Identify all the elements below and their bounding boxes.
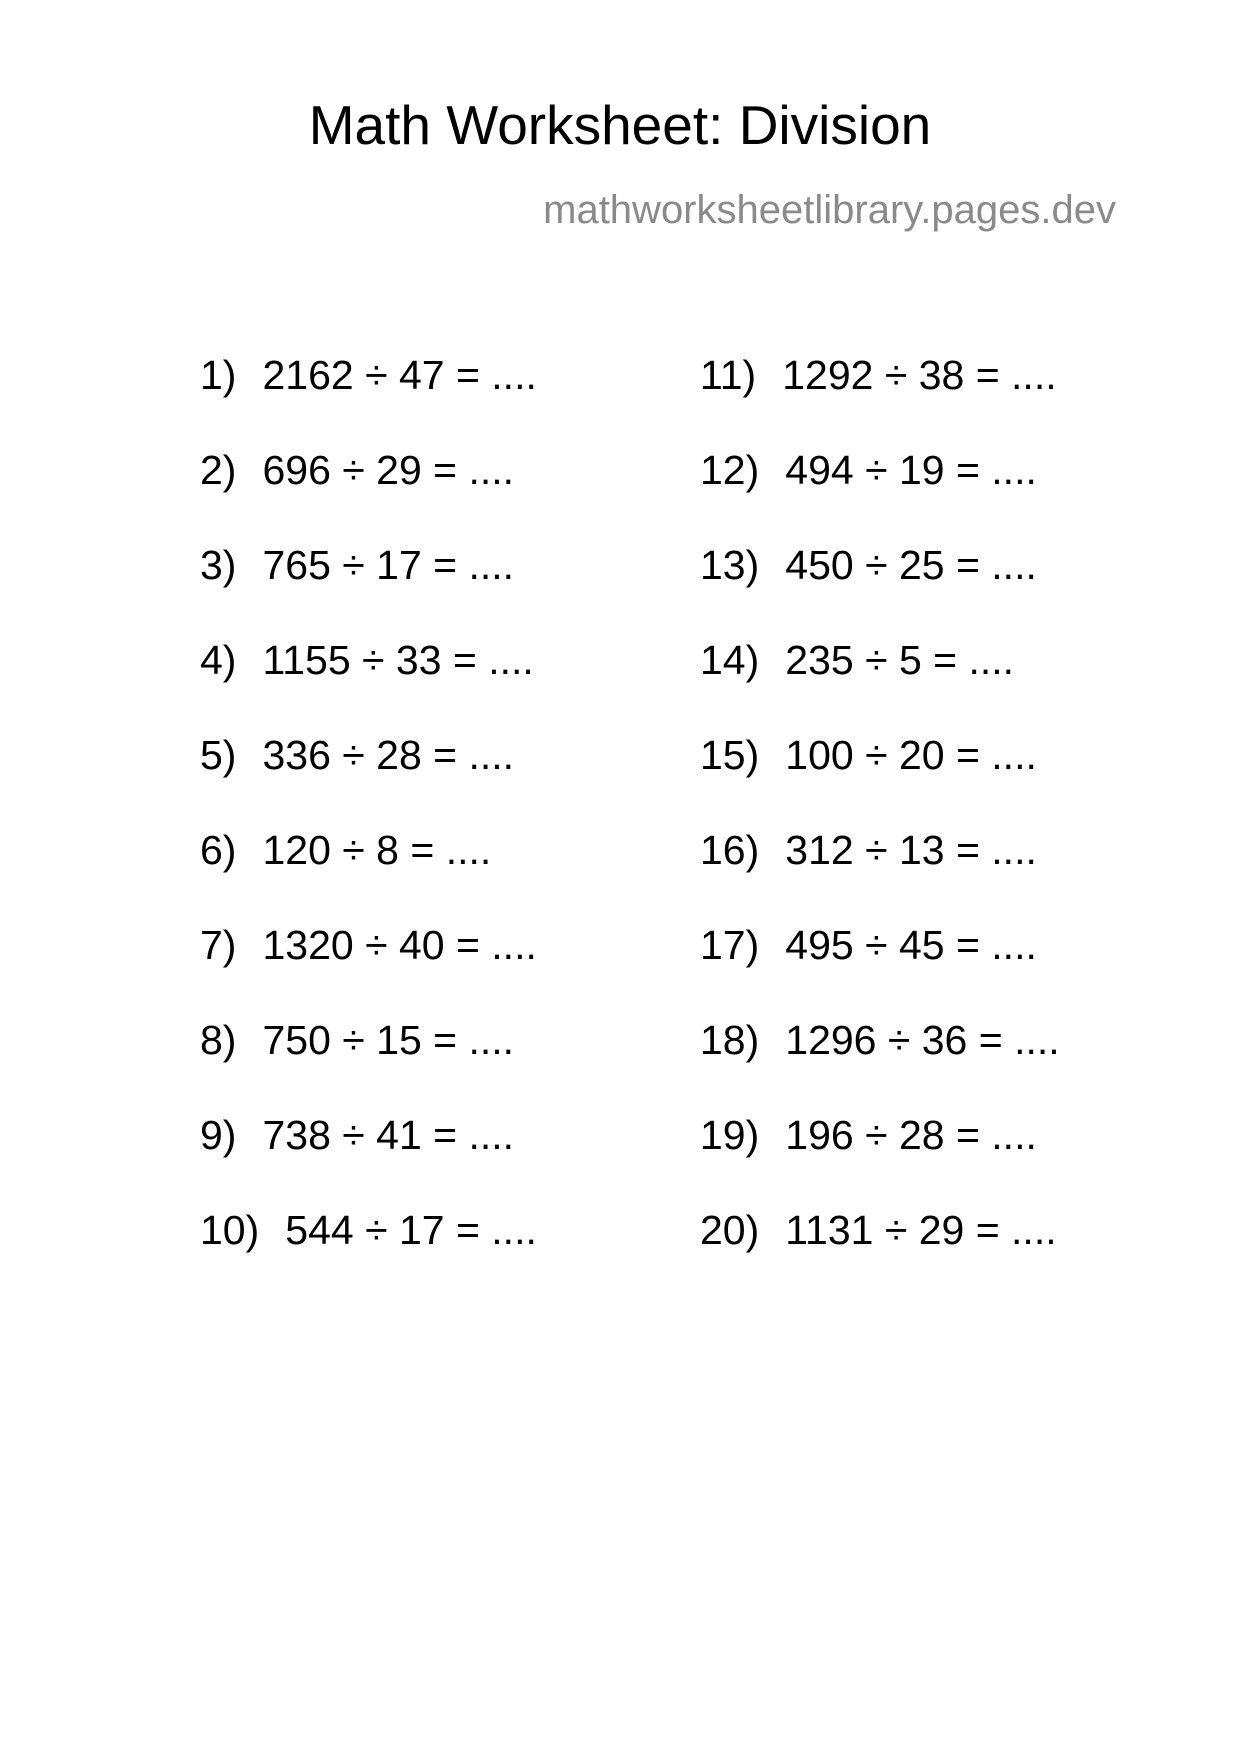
problem-item	[700, 1112, 1037, 1158]
problem-item	[200, 352, 537, 398]
problem-item	[200, 1112, 515, 1158]
problem-expression: 544 ÷ 17 = ....	[285, 1207, 537, 1253]
problem-expression: 1320 ÷ 40 = ....	[262, 922, 537, 968]
problem-number: 13)	[700, 542, 760, 588]
problem-number: 18)	[700, 1017, 760, 1063]
problem-expression: 1296 ÷ 36 = ....	[785, 1017, 1060, 1063]
problem-expression: 765 ÷ 17 = ....	[262, 542, 515, 588]
problem-number: 19)	[700, 1112, 760, 1158]
problem-item	[200, 732, 515, 778]
problem-item	[700, 352, 1057, 398]
problem-item	[700, 447, 1037, 493]
problem-number: 20)	[700, 1207, 760, 1253]
problem-item	[700, 1017, 1060, 1063]
problem-number: 4)	[200, 637, 237, 683]
problem-number: 16)	[700, 827, 760, 873]
problem-number: 17)	[700, 922, 760, 968]
problem-number: 6)	[200, 827, 237, 873]
problem-number: 7)	[200, 922, 237, 968]
problem-item	[700, 1207, 1057, 1253]
problem-item	[200, 637, 534, 683]
problem-expression: 312 ÷ 13 = ....	[785, 827, 1037, 873]
problem-expression: 494 ÷ 19 = ....	[785, 447, 1037, 493]
problem-expression: 120 ÷ 8 = ....	[262, 827, 492, 873]
problem-expression: 495 ÷ 45 = ....	[785, 922, 1037, 968]
problem-item	[200, 1207, 537, 1253]
problem-expression: 100 ÷ 20 = ....	[785, 732, 1037, 778]
problem-item	[700, 922, 1037, 968]
problem-expression: 1131 ÷ 29 = ....	[785, 1207, 1057, 1253]
problem-item	[200, 542, 515, 588]
problem-number: 14)	[700, 637, 760, 683]
page-title: Math Worksheet: Division	[308, 94, 932, 156]
problem-expression: 1155 ÷ 33 = ....	[262, 637, 534, 683]
problem-item	[700, 827, 1037, 873]
problem-number: 3)	[200, 542, 237, 588]
problem-number: 9)	[200, 1112, 237, 1158]
problem-number: 11)	[700, 352, 757, 398]
problem-number: 8)	[200, 1017, 237, 1063]
problem-expression: 450 ÷ 25 = ....	[785, 542, 1037, 588]
problem-item	[200, 922, 537, 968]
problem-expression: 750 ÷ 15 = ....	[262, 1017, 515, 1063]
problem-item	[700, 637, 1015, 683]
problem-number: 12)	[700, 447, 760, 493]
problem-number: 1)	[200, 352, 237, 398]
problem-item	[200, 447, 515, 493]
problem-expression: 2162 ÷ 47 = ....	[262, 352, 537, 398]
problem-expression: 1292 ÷ 38 = ....	[782, 352, 1057, 398]
problem-item	[700, 542, 1037, 588]
problem-item	[200, 1017, 515, 1063]
problem-number: 5)	[200, 732, 237, 778]
problem-expression: 336 ÷ 28 = ....	[262, 732, 515, 778]
problem-expression: 696 ÷ 29 = ....	[262, 447, 515, 493]
problem-expression: 738 ÷ 41 = ....	[262, 1112, 515, 1158]
problem-item	[200, 827, 492, 873]
page-subtitle: mathworksheetlibrary.pages.dev	[543, 188, 1116, 232]
problem-item	[700, 732, 1037, 778]
problem-number: 2)	[200, 447, 237, 493]
problem-expression: 235 ÷ 5 = ....	[785, 637, 1015, 683]
problem-number: 10)	[200, 1207, 260, 1253]
problem-number: 15)	[700, 732, 760, 778]
problem-expression: 196 ÷ 28 = ....	[785, 1112, 1037, 1158]
